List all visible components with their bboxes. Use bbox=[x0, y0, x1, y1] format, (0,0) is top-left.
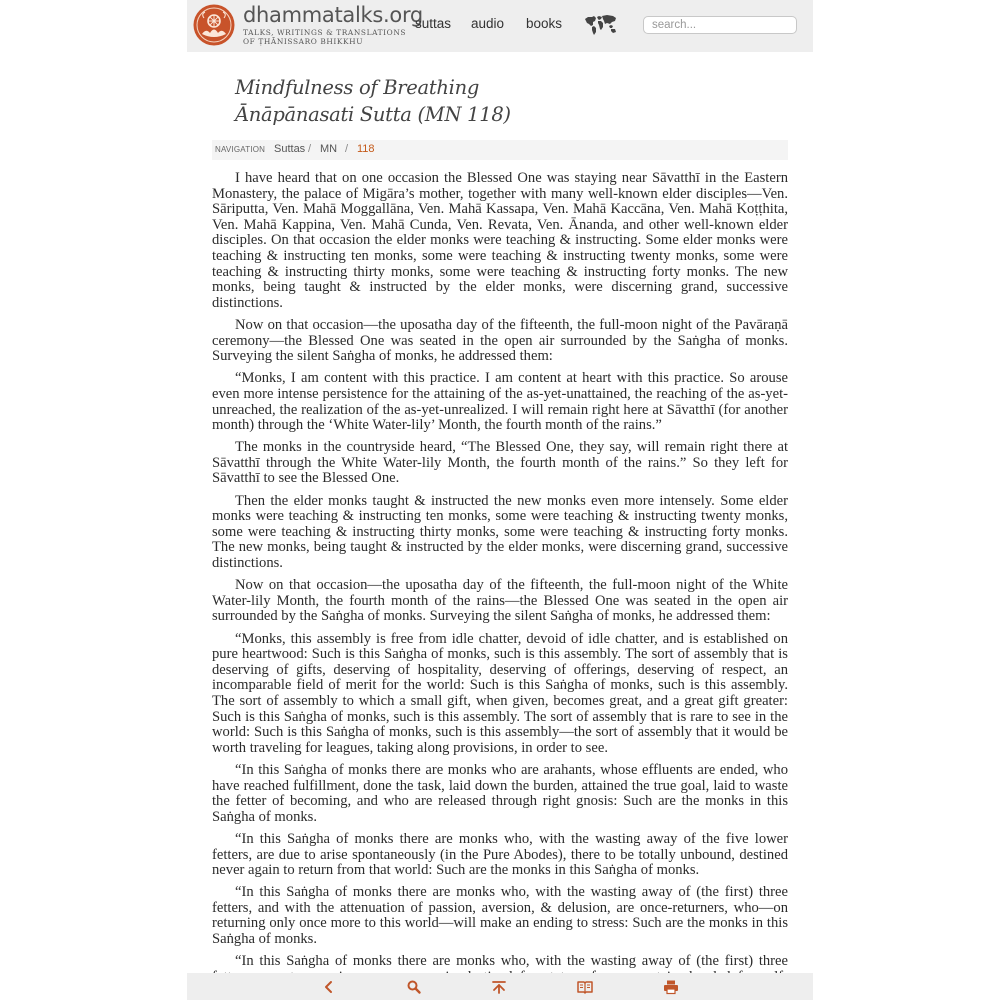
bottom-toolbar bbox=[187, 973, 813, 1000]
site-header bbox=[187, 0, 813, 52]
site-tagline-line2: OF ṬHĀNISSARO BHIKKHU bbox=[243, 37, 364, 46]
breadcrumb-separator: / bbox=[345, 143, 349, 155]
paragraph: “Monks, this assembly is free from idle chatter, devoid of idle chatter, and is established on pure heartwood: Such is this Saṅgha of monks, such is this assembly. The sort of assembly that is deserving of gifts, deserving of hospitality, deserving of offerings, deserving of respect, an incomparable field of merit for the world: Such is this Saṅgha of monks, such is this assembly. The sort of assembly to which a small gift, when given, becomes great, and a great gift greater: Such is this Saṅgha of monks, such is this assembly. The sort of assembly that is rare to see in the world: Such is this Saṅgha of monks, such is this assembly—the sort of assembly that it would be worth traveling for leagues, taking along provisions, in order to see. bbox=[212, 630, 788, 756]
search-icon[interactable] bbox=[406, 979, 422, 995]
search-input[interactable] bbox=[643, 16, 797, 34]
paragraph: I have heard that on one occasion the Blessed One was staying near Sāvatthī in the Eastern Monastery, the palace of Migāra’s mother, together with many well-known elder disciples—Ven. Sāriputta, Ven. Mahā Moggallāna, Ven. Mahā Kassapa, Ven. Mahā Kaccāna, Ven. Mahā Koṭṭhita, Ven. Mahā Kappina, Ven. Mahā Cunda, Ven. Revata, Ven. Ānanda, and other well-known elder disciples. On that occasion the elder monks were teaching & instructing. Some elder monks were teaching & instructing ten monks, some were teaching & instructing twenty monks, some were teaching & instructing thirty monks, some were teaching & instructing forty monks. The new monks, being taught & instructed by the elder monks, were discerning grand, successive distinctions. bbox=[212, 170, 788, 311]
paragraph: Now on that occasion—the uposatha day of the fifteenth, the full-moon night of the Pavāraṇā ceremony—the Blessed One was seated in the open air surrounded by the Saṅgha of monks. Surveying the silent Saṅgha of monks, he addressed them: bbox=[212, 316, 788, 365]
sutta-text bbox=[212, 171, 788, 1000]
page-title: Mindfulness of Breathing bbox=[235, 76, 480, 99]
book-icon[interactable] bbox=[577, 979, 593, 995]
paragraph: “In this Saṅgha of monks there are monks who, with the wasting away of the five lower fetters, are due to arise spontaneously (in the Pure Abodes), there to be totally unbound, destined never again to return from that world: Such are the monks in this Saṅgha of monks. bbox=[212, 830, 788, 879]
breadcrumb bbox=[212, 140, 788, 160]
paragraph: The monks in the countryside heard, “The Blessed One, they say, will remain right there at Sāvatthī through the White Water-lily Month, the fourth month of the rains.” So they left for Sāvatthī to see the Blessed One. bbox=[212, 439, 788, 487]
site-tagline-line1: TALKS, WRITINGS & TRANSLATIONS bbox=[243, 28, 407, 37]
breadcrumb-separator: / bbox=[308, 143, 312, 155]
paragraph: Now on that occasion—the uposatha day of the fifteenth, the full-moon night of the White Water-lily Month, the fourth month of the rains—the Blessed One was seated in the open air surrounded by the Saṅgha of monks. Surveying the silent Saṅgha of monks, he addressed them: bbox=[212, 577, 788, 625]
scroll-top-icon[interactable] bbox=[491, 979, 507, 995]
world-map-icon[interactable] bbox=[584, 14, 617, 36]
paragraph: Then the elder monks taught & instructed the new monks even more intensely. Some elder monks were teaching & instructing ten monks, some were teaching & instructing twenty monks, some were teaching & instructing thirty monks, some were teaching & instructing forty monks. The new monks, being taught & instructed by the elder monks, were discerning grand, successive distinctions. bbox=[212, 492, 788, 572]
site-name-link[interactable]: dhammatalks.org bbox=[243, 3, 423, 27]
breadcrumb-mn-link[interactable]: MN bbox=[320, 143, 338, 155]
breadcrumb-label: NAVIGATION bbox=[215, 145, 266, 154]
nav-suttas-link[interactable]: suttas bbox=[415, 16, 452, 31]
print-icon[interactable] bbox=[663, 979, 679, 995]
breadcrumb-current: 118 bbox=[357, 143, 375, 155]
paragraph: “In this Saṅgha of monks there are monks who, with the wasting away of (the first) three fetters, and with the attenuation of passion, aversion, & delusion, are once-returners, who—on returning only once more to this world—will make an ending to stress: Such are the monks in this Saṅgha of monks. bbox=[212, 884, 788, 948]
page-subtitle: Ānāpānasati Sutta (MN 118) bbox=[235, 103, 511, 126]
paragraph: “Monks, I am content with this practice. I am content at heart with this practice. So arouse even more intense persistence for the attaining of the as-yet-unattained, the reaching of the as-yet-unreached, the realization of the as-yet-unrealized. I will remain right here at Sāvatthī (for another month) through the ‘White Water-lily’ Month, the fourth month of the rains.” bbox=[212, 370, 788, 434]
back-icon[interactable] bbox=[321, 979, 337, 995]
paragraph: “In this Saṅgha of monks there are monks who, with the wasting away of (the first) three bbox=[235, 953, 788, 970]
nav-audio-link[interactable]: audio bbox=[471, 16, 505, 31]
paragraph: “In this Saṅgha of monks there are monks who are arahants, whose effluents are ended, who have reached fulfillment, done the task, laid down the burden, attained the true goal, laid to waste the fetter of becoming, and who are released through right gnosis: Such are the monks in this Saṅgha of monks. bbox=[212, 761, 788, 825]
breadcrumb-suttas-link[interactable]: Suttas bbox=[274, 143, 306, 155]
nav-books-link[interactable]: books bbox=[526, 16, 563, 31]
dharma-wheel-seal-icon[interactable] bbox=[193, 4, 235, 46]
